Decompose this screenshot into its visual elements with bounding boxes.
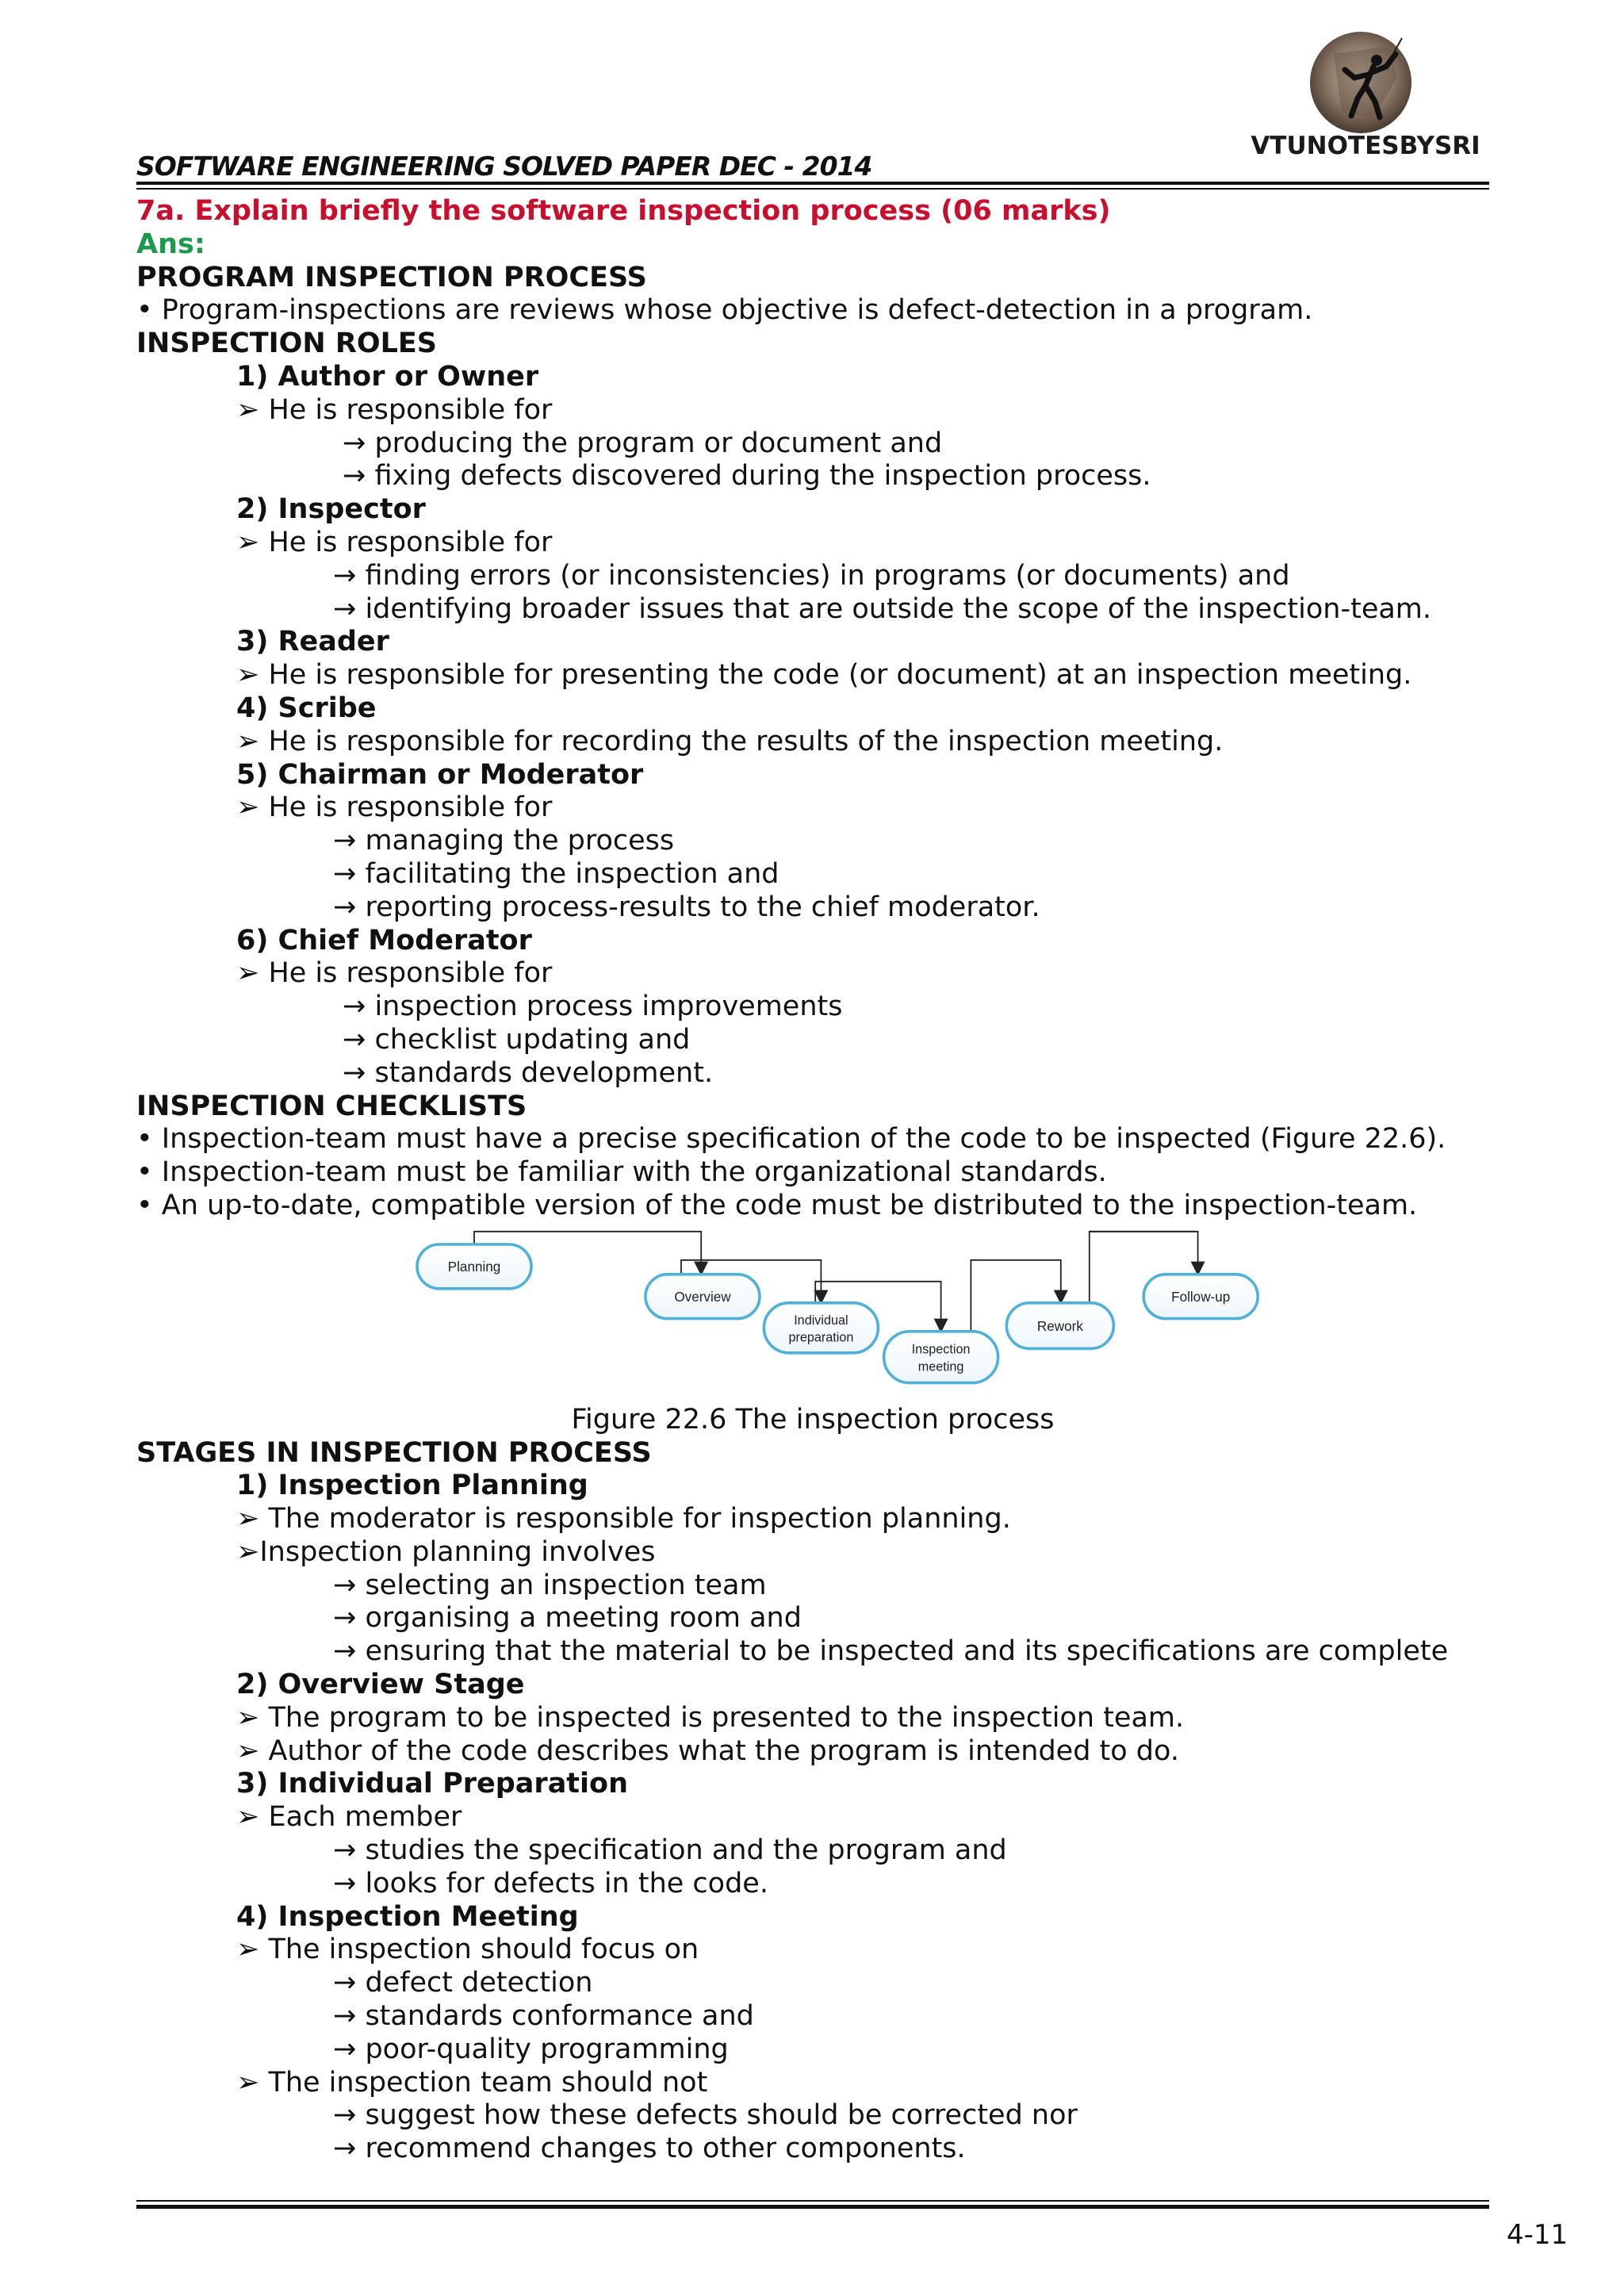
text-line: → standards development. (343, 1056, 714, 1089)
heading-line: INSPECTION CHECKLISTS (136, 1090, 527, 1122)
text-line: → identifying broader issues that are outside the scope of the inspection-team. (333, 592, 1432, 625)
text-line: ➢ He is responsible for presenting the code (or document) at an inspection meeting. (236, 659, 1412, 692)
text-line: → defect detection (333, 1967, 593, 1999)
node-follow-up (1143, 1274, 1258, 1319)
heading-line: 6) Chief Moderator (236, 924, 532, 956)
text-line: → standards conformance and (333, 2000, 754, 2033)
page-number: 4-11 (1507, 2219, 1568, 2251)
node-individual-preparation (764, 1303, 878, 1353)
text-line: ➢ The program to be inspected is presented to the inspection team. (236, 1701, 1185, 1734)
content (136, 195, 1489, 2166)
text-line: → looks for defects in the code. (333, 1867, 768, 1899)
text-line: → suggest how these defects should be corrected nor (333, 2099, 1078, 2132)
node-overview-label: Overview (674, 1289, 731, 1305)
header-rule-thin (136, 188, 1489, 190)
node-inspection-meeting (884, 1332, 998, 1383)
header-rule (136, 182, 1489, 185)
heading-line: STAGES IN INSPECTION PROCESS (136, 1436, 652, 1469)
node-preparation-label-2: preparation (788, 1330, 854, 1345)
heading-line: 1) Author or Owner (236, 360, 539, 393)
figure-caption: Figure 22.6 The inspection process (571, 1403, 1055, 1435)
text-line: → checklist updating and (343, 1023, 691, 1056)
text-line: → producing the program or document and (343, 427, 943, 459)
text-line: ➢ The inspection team should not (236, 2066, 708, 2099)
text-block-roles (136, 262, 1489, 1223)
heading-line: 1) Inspection Planning (236, 1470, 588, 1502)
arrow-rework-followup (1090, 1232, 1198, 1273)
text-line: ➢ Each member (236, 1801, 462, 1834)
text-line: ➢ He is responsible for (236, 957, 553, 990)
header-title: SOFTWARE ENGINEERING SOLVED PAPER DEC - 2014 (136, 151, 872, 182)
inspection-process-diagram (410, 1223, 1274, 1386)
footer-rule-thin (136, 2200, 1489, 2202)
heading-line: PROGRAM INSPECTION PROCESS (136, 261, 647, 293)
node-meeting-label-2: meeting (917, 1359, 964, 1374)
node-preparation-label-1: Individual (794, 1313, 848, 1328)
text-line: → reporting process-results to the chief moderator. (333, 891, 1040, 923)
heading-line: 2) Inspector (236, 493, 426, 526)
heading-line: 4) Inspection Meeting (236, 1900, 579, 1933)
answer-label: Ans: (136, 228, 205, 260)
inspection-process-figure (136, 1223, 1489, 1404)
text-line: → ensuring that the material to be inspected and its specifications are complete (333, 1635, 1449, 1668)
text-line: → finding errors (or inconsistencies) in programs (or documents) and (333, 559, 1290, 592)
node-meeting-label-1: Inspection (911, 1342, 971, 1357)
node-planning-label: Planning (447, 1259, 501, 1274)
node-rework (1006, 1303, 1113, 1349)
heading-line: 2) Overview Stage (236, 1669, 525, 1701)
text-line: → selecting an inspection team (333, 1569, 767, 1601)
node-planning (417, 1244, 531, 1289)
text-line: ➢ He is responsible for (236, 526, 553, 558)
heading-line: 3) Individual Preparation (236, 1768, 628, 1800)
text-line: ➢ He is responsible for (236, 792, 553, 824)
text-line: → studies the specification and the program and (333, 1834, 1007, 1867)
text-line: ➢Inspection planning involves (236, 1535, 656, 1568)
heading-line: 4) Scribe (236, 692, 377, 724)
text-line: • An up-to-date, compatible version of the code must be distributed to the inspection-team. (136, 1189, 1418, 1221)
text-block-stages (136, 1437, 1489, 2167)
text-line: ➢ Author of the code describes what the program is intended to do. (236, 1734, 1179, 1767)
question-title: 7a. Explain briefly the software inspection process (06 marks) (136, 195, 1111, 227)
text-line: → organising a meeting room and (333, 1602, 802, 1635)
logo-text: VTUNOTESBYSRI (1251, 132, 1480, 160)
text-line: → recommend changes to other components. (333, 2133, 966, 2165)
node-overview (645, 1274, 760, 1319)
text-line: → managing the process (333, 825, 675, 857)
text-line: → fixing defects discovered during the inspection process. (343, 460, 1151, 493)
text-line: ➢ The inspection should focus on (236, 1934, 699, 1966)
text-line: ➢ He is responsible for (236, 393, 553, 426)
heading-line: INSPECTION ROLES (136, 328, 438, 360)
node-rework-label: Rework (1036, 1318, 1083, 1334)
text-line: • Inspection-team must be familiar with the organizational standards. (136, 1156, 1107, 1189)
text-line: → facilitating the inspection and (333, 857, 779, 890)
text-line: → inspection process improvements (343, 991, 843, 1023)
text-line: • Program-inspections are reviews whose objective is defect-detection in a program. (136, 294, 1313, 327)
text-line: → poor-quality programming (333, 2033, 729, 2065)
node-follow-up-label: Follow-up (1171, 1289, 1231, 1305)
text-line: ➢ The moderator is responsible for inspection planning. (236, 1503, 1011, 1535)
footer-rule (136, 2205, 1489, 2209)
text-line: ➢ He is responsible for recording the results of the inspection meeting. (236, 725, 1224, 757)
heading-line: 3) Reader (236, 626, 389, 658)
heading-line: 5) Chairman or Moderator (236, 758, 644, 791)
text-line: • Inspection-team must have a precise specification of the code to be inspected (Figure 22.6). (136, 1123, 1446, 1156)
